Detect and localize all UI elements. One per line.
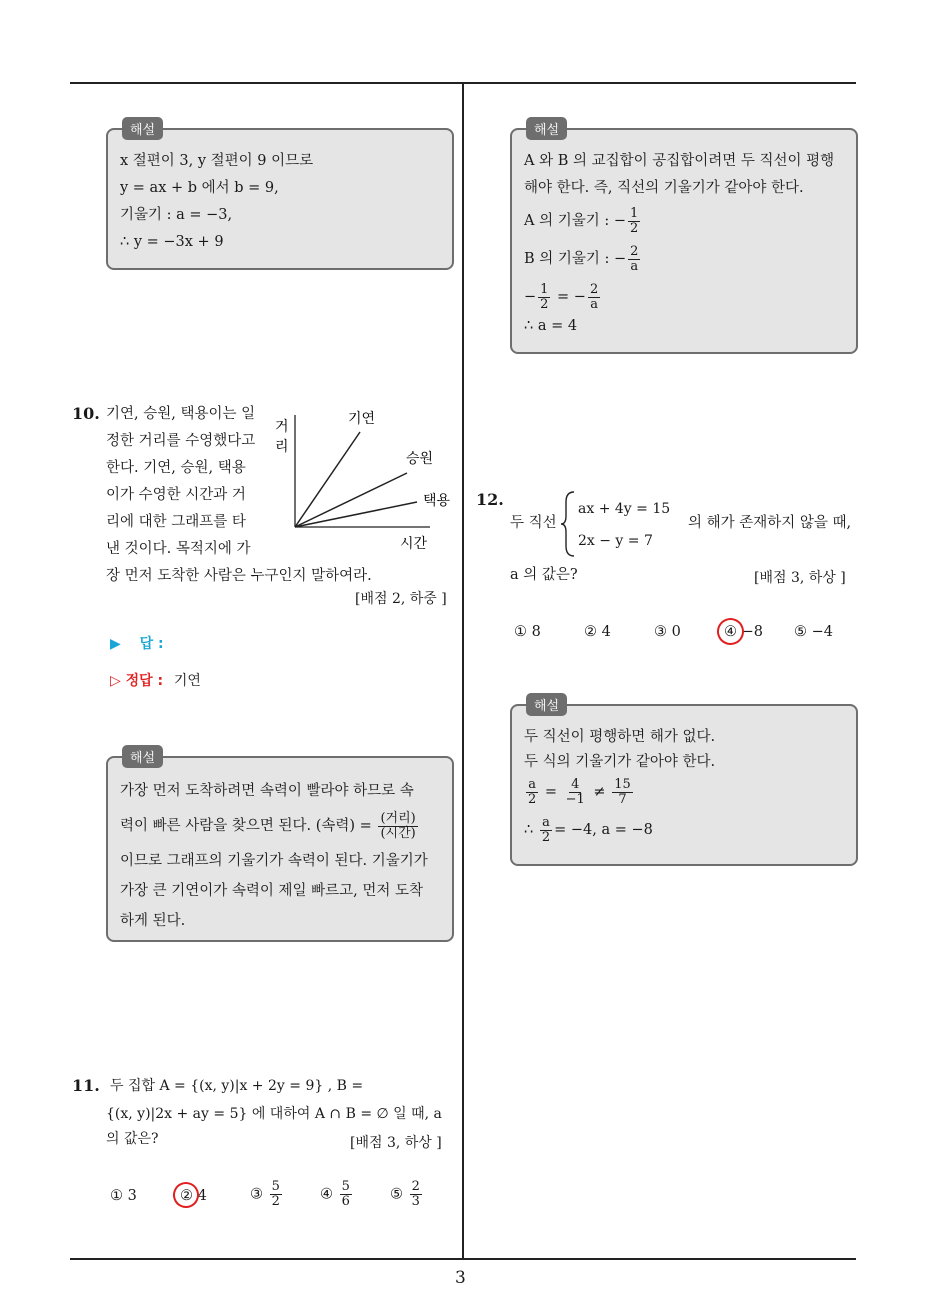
q11-exp-line-1: A 와 B 의 교집합이 공집합이려면 두 직선이 평행: [524, 153, 835, 169]
explanation-tag: 해설: [526, 693, 567, 716]
outline-arrow-icon: ▷: [110, 673, 121, 689]
q11-line-2: {(x, y)|2x + ay = 5} 에 대하여 A ∩ B = ∅ 일 때, a: [106, 1106, 442, 1122]
q10-line-7: 장 먼저 도착한 사람은 누구인지 말하여라.: [106, 568, 372, 584]
q12-choice-5[interactable]: ⑤ −4: [794, 624, 833, 640]
q11-choice-2[interactable]: ② 4: [180, 1188, 207, 1204]
graph-series-taekyong: 택용: [423, 493, 451, 509]
q11-choice-3[interactable]: ③ $\frac{5}{2}$: [250, 1179, 280, 1209]
q10-exp-line-2: 력이 빠른 사람을 찾으면 된다. (속력) = $\frac{\text{(거리)}}{\text{(시간)}}$: [120, 810, 416, 841]
q10-line-4: 이가 수영한 시간과 거: [106, 487, 246, 503]
q12-choice-3[interactable]: ③ 0: [654, 624, 681, 640]
correct-answer-value: 기연: [173, 673, 201, 689]
q10-line-5: 리에 대한 그래프를 타: [106, 514, 246, 530]
speed-fraction: $\frac{\text{(거리)}}{\text{(시간)}}$: [380, 810, 416, 841]
q11-exp-line-5: − $\frac{1}{2}$ = − $\frac{2}{a}$: [524, 281, 599, 312]
q10-answer-row: [110, 633, 164, 653]
q12-prefix: 두 직선: [510, 515, 557, 531]
explanation-tag: 해설: [122, 117, 163, 140]
graph-y-label-1: 거: [275, 419, 289, 435]
q12-number: 12.: [476, 490, 504, 509]
q10-score: [배점 2, 하중 ]: [355, 591, 447, 607]
q9-explanation-box: [106, 123, 454, 270]
explanation-tag: 해설: [526, 117, 567, 140]
q10-explanation-box: [106, 751, 454, 942]
q10-line-2: 정한 거리를 수영했다고: [106, 433, 256, 449]
q10-exp-line-4: 가장 큰 기연이가 속력이 제일 빠르고, 먼저 도착: [120, 883, 424, 899]
q12-eq-2: 2x − y = 7: [578, 533, 653, 549]
q11-choice-1[interactable]: ① 3: [110, 1188, 137, 1204]
q12-exp-line-4: ∴ $\frac{a}{2}$ = −4, a = −8: [524, 814, 653, 845]
q11-line-1: 두 집합 A = {(x, y)|x + 2y = 9} , B =: [110, 1078, 364, 1094]
explanation-tag: 해설: [122, 745, 163, 768]
q12-choice-1[interactable]: ① 8: [514, 624, 541, 640]
q11-exp-line-3: A 의 기울기 : − $\frac{1}{2}$: [524, 205, 639, 236]
q12-choice-4[interactable]: ④ −8: [724, 624, 763, 640]
column-divider: [462, 84, 464, 1260]
play-arrow-icon: ▶: [110, 636, 121, 652]
q12-eq-1: ax + 4y = 15: [578, 501, 671, 517]
graph-series-giyeon: 기연: [348, 411, 376, 427]
q12-exp-line-2: 두 식의 기울기가 같아야 한다.: [524, 754, 716, 770]
graph-series-seungwon: 승원: [406, 451, 434, 467]
q10-line-3: 한다. 기연, 승원, 택용: [106, 460, 246, 476]
q11-exp-line-4: B 의 기울기 : − $\frac{2}{a}$: [524, 243, 639, 274]
q9-exp-line-4: ∴ y = −3x + 9: [120, 234, 224, 250]
q10-number: 10.: [72, 404, 100, 423]
q10-exp-line-5: 하게 된다.: [120, 913, 186, 929]
q10-text: [106, 401, 266, 563]
q12-explanation-box: [510, 699, 858, 866]
q12-choice-2[interactable]: ② 4: [584, 624, 611, 640]
answer-label: 답 :: [139, 636, 164, 652]
graph-y-label-2: 리: [275, 439, 289, 455]
q10-graph: [270, 405, 460, 555]
q12-exp-line-3: $\frac{a}{2}$ = $\frac{4}{-1}$ ≠ $\frac{15}{7}$: [528, 776, 631, 807]
q12-selected-marker: [713, 614, 748, 649]
q9-exp-line-3: 기울기 : a = −3,: [120, 207, 233, 223]
q12-exp-line-1: 두 직선이 평행하면 해가 없다.: [524, 729, 716, 745]
q10-line-1: 기연, 승원, 택용이는 일: [106, 406, 256, 422]
q11-number: 11.: [72, 1076, 100, 1095]
q9-exp-line-1: x 절편이 3, y 절편이 9 이므로: [120, 153, 314, 169]
q11-choice-5[interactable]: ⑤ $\frac{2}{3}$: [390, 1179, 420, 1209]
page-number: 3: [455, 1268, 466, 1288]
correct-answer-label: 정답 :: [125, 673, 164, 689]
q12-line-2: a 의 값은?: [510, 567, 578, 583]
q10-line-6: 낸 것이다. 목적지에 가: [106, 541, 251, 557]
q11-line-3: 의 값은?: [106, 1131, 159, 1147]
q11-exp-line-6: ∴ a = 4: [524, 318, 578, 334]
q9-exp-line-2: y = ax + b 에서 b = 9,: [120, 180, 279, 196]
q12-score: [배점 3, 하상 ]: [754, 570, 846, 586]
q11-explanation-box: [510, 123, 858, 354]
q11-exp-line-2: 해야 한다. 즉, 직선의 기울기가 같아야 한다.: [524, 180, 804, 196]
q11-choice-4[interactable]: ④ $\frac{5}{6}$: [320, 1179, 350, 1209]
q11-selected-marker: [169, 1178, 202, 1211]
q10-exp-line-3: 이므로 그래프의 기울기가 속력이 된다. 기울기가: [120, 853, 428, 869]
q12-suffix: 의 해가 존재하지 않을 때,: [688, 515, 852, 531]
q12-brace: [560, 490, 576, 558]
q11-score: [배점 3, 하상 ]: [350, 1135, 442, 1151]
bottom-rule: [70, 1258, 856, 1260]
q10-correct-row: [110, 670, 201, 690]
q10-exp-line-1: 가장 먼저 도착하려면 속력이 빨라야 하므로 속: [120, 783, 414, 799]
graph-x-label: 시간: [400, 536, 428, 552]
